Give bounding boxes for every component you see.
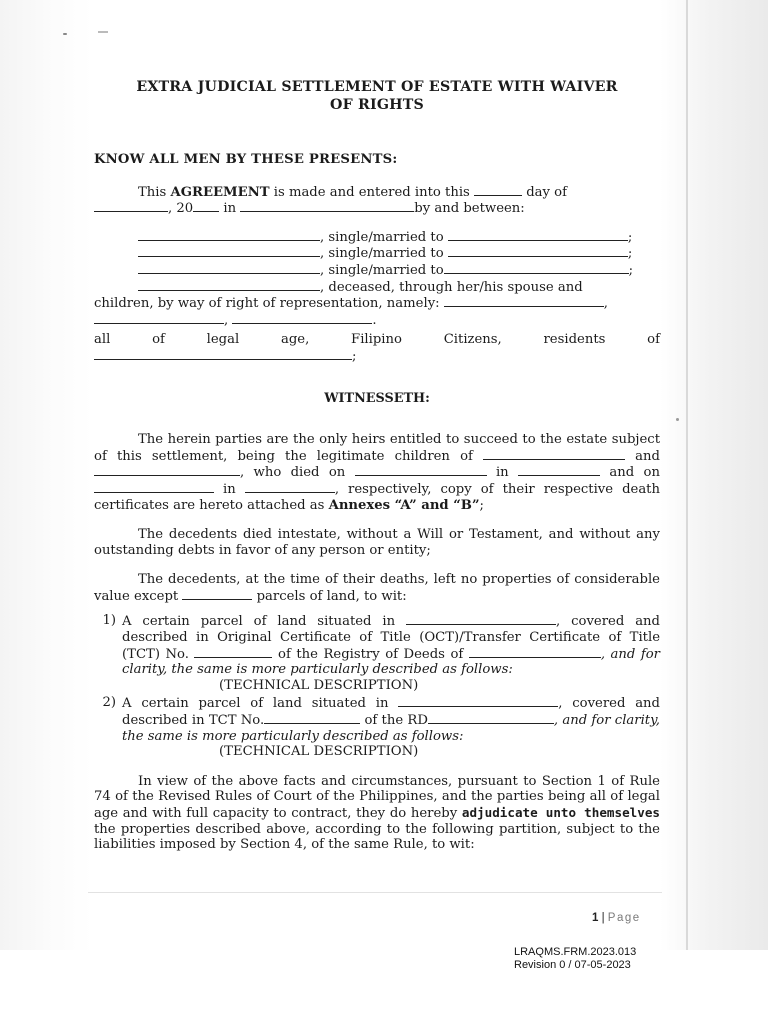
parties-block <box>94 229 660 365</box>
document-body <box>94 70 660 853</box>
blank-line <box>240 200 414 212</box>
parcel-item-2: 2) A certain parcel of land situated in , covered and described in TCT No. of the RD , and for clarity, the same is more particularly described as follows: (TECHNICAL DESCRIPTION) <box>102 695 660 760</box>
blank-line <box>264 712 360 724</box>
blank-line <box>94 200 168 212</box>
blank-line <box>138 262 320 274</box>
form-code: LRAQMS.FRM.2023.013 <box>514 946 637 958</box>
blank-line <box>138 279 320 291</box>
footer-divider <box>88 892 662 893</box>
intro-paragraph-cont: , 20 in by and between: <box>94 200 660 217</box>
know-all-heading: KNOW ALL MEN BY THESE PRESENTS: <box>94 152 398 167</box>
blank-line <box>94 481 214 493</box>
adjudication-paragraph: In view of the above facts and circumstances, pursuant to Section 1 of Rule 74 of the Revised Rules of Court of the Philippines, and the parties being all of legal age and with full capacity to contract, they do hereby adjudicate unto themselves the properties described above, according to the following partition, subject to the liabilities imposed by Section 4, of the same Rule, to wit: <box>94 773 660 853</box>
annexes-label: Annexes “A” and “B” <box>328 497 480 513</box>
deceased-row: , deceased, through her/his spouse and <box>94 279 660 296</box>
blank-line <box>245 481 335 493</box>
blank-line <box>94 348 352 360</box>
blank-line <box>406 613 556 625</box>
blank-line <box>448 245 628 257</box>
blank-line <box>194 646 272 658</box>
revision-info: Revision 0 / 07-05-2023 <box>514 958 631 971</box>
residents-row: all of legal age, Filipino Citizens, residents of <box>94 332 660 348</box>
title-line-1: EXTRA JUDICIAL SETTLEMENT OF ESTATE WITH WAIVER <box>136 79 618 95</box>
blank-line <box>444 295 604 307</box>
blank-line <box>398 695 558 707</box>
blank-line <box>193 200 219 212</box>
intestate-paragraph: The decedents died intestate, without a Will or Testament, and without any outstanding debts in favor of any person or entity; <box>94 527 660 558</box>
form-code-block <box>514 946 636 971</box>
blank-line <box>182 588 252 600</box>
heirs-paragraph: The herein parties are the only heirs entitled to succeed to the estate subject of this settlement, being the legitimate children of and , who died on in and on in , respectively, copy of their respective death certificates are hereto attached as Annexes “A” and “B”; <box>94 432 660 513</box>
blank-line <box>428 712 554 724</box>
blank-line <box>474 184 522 196</box>
children-names-row: , . <box>94 312 660 329</box>
scan-speck <box>98 31 108 33</box>
party-row: , single/married to ; <box>94 262 660 279</box>
blank-line <box>518 464 600 476</box>
adjudicate-phrase: adjudicate unto themselves <box>461 805 660 820</box>
blank-line <box>94 464 240 476</box>
residents-blank-row: ; <box>94 348 660 365</box>
document-title <box>94 78 660 114</box>
blank-line <box>138 229 320 241</box>
scan-speck <box>676 418 679 421</box>
technical-description-2: (TECHNICAL DESCRIPTION) <box>219 744 419 760</box>
intro-paragraph: This AGREEMENT is made and entered into this day of <box>138 184 567 200</box>
technical-description-1: (TECHNICAL DESCRIPTION) <box>219 677 419 693</box>
blank-line <box>232 312 372 324</box>
blank-line <box>355 464 487 476</box>
scan-speck <box>63 33 67 35</box>
page-number: 1 | Page <box>592 912 641 924</box>
title-line-2: OF RIGHTS <box>330 97 424 113</box>
children-row: children, by way of right of representation, namely: , <box>94 296 608 312</box>
party-row: , single/married to ; <box>94 245 660 262</box>
blank-line <box>469 646 601 658</box>
scan-edge <box>686 0 688 950</box>
blank-line <box>448 229 628 241</box>
blank-line <box>483 448 625 460</box>
agreement-word: AGREEMENT <box>170 184 270 200</box>
party-row: , single/married to ; <box>94 229 660 246</box>
blank-line <box>444 262 629 274</box>
blank-line <box>94 312 224 324</box>
parcel-item-1: 1) A certain parcel of land situated in , covered and described in Original Certificate of Title (OCT)/Transfer Certificate of Title (TCT) No. of the Registry of Deeds of , and for clarity, the same is more particularly described as follows: (TECHNICAL DESCRIPTION) <box>102 613 660 693</box>
witnesseth-heading: WITNESSETH: <box>324 390 430 406</box>
properties-paragraph: The decedents, at the time of their deaths, left no properties of considerable value except parcels of land, to wit: <box>94 572 660 604</box>
blank-line <box>138 245 320 257</box>
